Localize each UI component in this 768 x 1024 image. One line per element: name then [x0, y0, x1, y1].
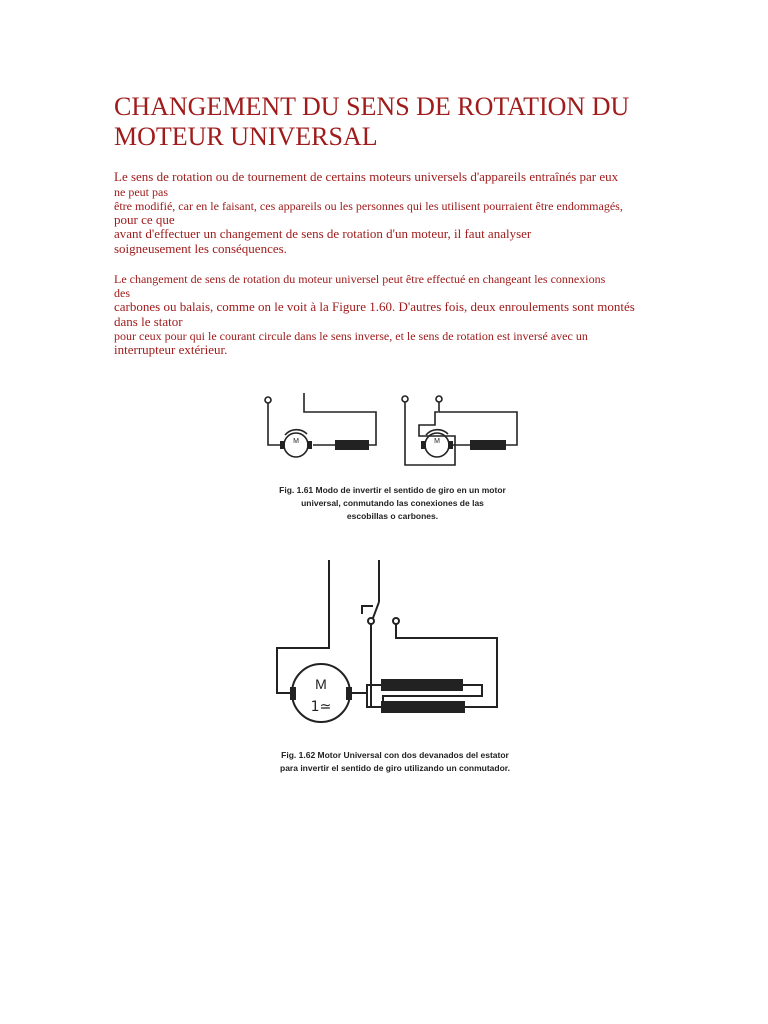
paragraph-1-line: pour ce que	[114, 211, 175, 227]
paragraph-1	[114, 170, 674, 256]
caption-line: universal, conmutando las conexiones de las	[301, 498, 484, 508]
figure-1-61-caption	[255, 484, 530, 523]
paragraph-2-line: carbones ou balais, comme on le voit à la Figure 1.60. D'autres fois, deux enroulements sont montés	[114, 299, 635, 314]
caption-line: para invertir el sentido de giro utilizando un conmutador.	[280, 763, 510, 773]
paragraph-2-line: interrupteur extérieur.	[114, 342, 228, 357]
paragraph-2-line: pour ceux pour qui le courant circule dans le sens inverse, et le sens de rotation est inversé avec un	[114, 329, 588, 343]
paragraph-1-line: soigneusement les conséquences.	[114, 240, 287, 256]
figure-1-61	[255, 388, 530, 528]
caption-line: Fig. 1.62 Motor Universal con dos devanados del estator	[281, 750, 509, 760]
figure-1-62-diagram	[255, 556, 535, 746]
figure-1-61-motor-label-left: M	[293, 438, 299, 445]
figure-1-62-caption	[255, 749, 535, 775]
caption-line: escobillas o carbones.	[346, 511, 439, 521]
figure-1-62-motor-label-top: M	[315, 676, 327, 692]
figure-1-61-diagram	[255, 388, 530, 483]
paragraph-1-line: Le sens de rotation ou de tournement de certains moteurs universels d'appareils entraînés par eux	[114, 169, 619, 184]
figure-1-62-motor-label-bottom: 1≃	[310, 699, 332, 715]
paragraph-2-line: Le changement de sens de rotation du moteur universel peut être effectué en changeant les connexions	[114, 272, 606, 286]
paragraph-1-line: avant d'effectuer un changement de sens de rotation d'un moteur, il faut analyser	[114, 226, 532, 241]
paragraph-1-line: ne peut pas	[114, 184, 168, 199]
paragraph-1-line: être modifié, car en le faisant, ces appareils ou les personnes qui les utilisent pourraient être endommagés,	[114, 198, 623, 213]
page-title: CHANGEMENT DU SENS DE ROTATION DU MOTEUR UNIVERSAL	[114, 92, 630, 151]
paragraph-2-line: dans le stator	[114, 313, 183, 329]
figure-1-61-motor-label-right: M	[434, 438, 440, 445]
figure-1-62	[255, 556, 535, 781]
caption-line: Fig. 1.61 Modo de invertir el sentido de giro en un motor	[279, 485, 506, 495]
paragraph-2	[114, 272, 674, 358]
paragraph-2-line: des	[114, 286, 130, 300]
